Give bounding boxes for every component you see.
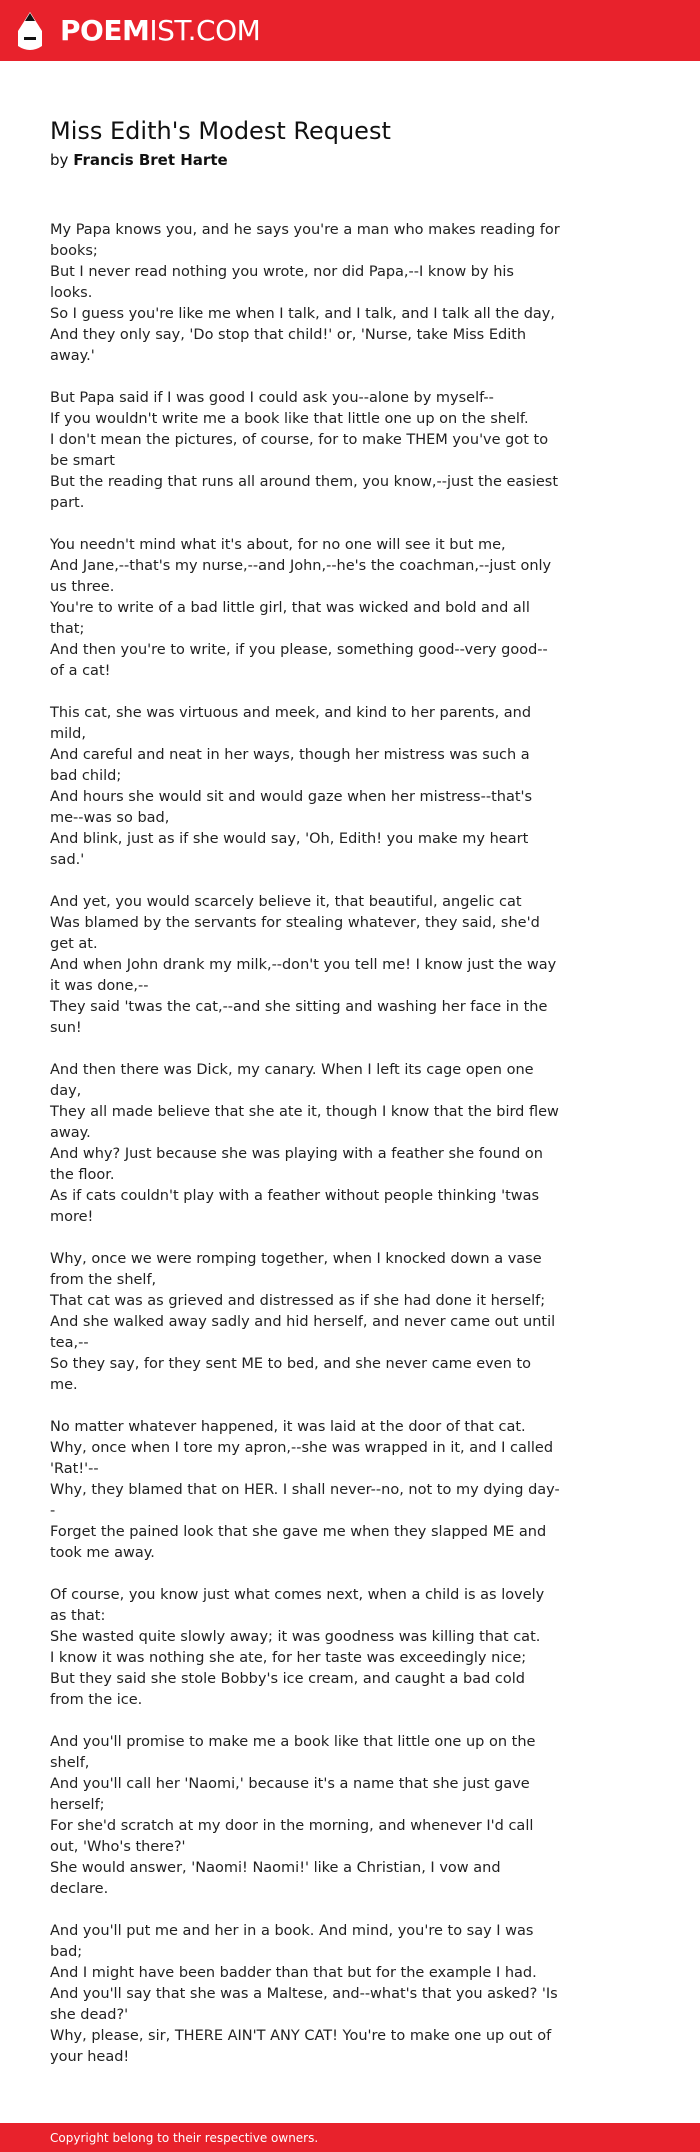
poem-line: But Papa said if I was good I could ask you--alone by myself-- (50, 390, 494, 406)
logo-wordmark (60, 11, 260, 51)
poem-line: I don't mean the pictures, of course, for to make THEM you've got to be smart (50, 432, 549, 469)
poem-stanza (50, 1249, 560, 1396)
poem-line: And hours she would sit and would gaze when her mistress--that's me--was so bad, (50, 789, 533, 826)
poem-line: And blink, just as if she would say, 'Oh, Edith! you make my heart sad.' (50, 831, 529, 868)
poem-stanza (50, 1060, 560, 1228)
poem-line: Forget the pained look that she gave me when they slapped ME and took me away. (50, 1524, 547, 1561)
site-header (0, 0, 700, 61)
poem-author[interactable]: Francis Bret Harte (73, 151, 228, 169)
poem-line: So they say, for they sent ME to bed, and she never came even to me. (50, 1356, 532, 1393)
poem-line: But I never read nothing you wrote, nor did Papa,--I know by his looks. (50, 264, 514, 301)
poem-line: And you'll put me and her in a book. And mind, you're to say I was bad; (50, 1923, 534, 1960)
poem-line: This cat, she was virtuous and meek, and kind to her parents, and mild, (50, 705, 532, 742)
site-logo[interactable] (16, 11, 260, 51)
poem-line: If you wouldn't write me a book like that little one up on the shelf. (50, 411, 529, 427)
poem-line: You're to write of a bad little girl, that was wicked and bold and all that; (50, 600, 530, 637)
poem-line: Why, once we were romping together, when I knocked down a vase from the shelf, (50, 1251, 542, 1288)
poem-line: Was blamed by the servants for stealing whatever, they said, she'd get at. (50, 915, 540, 952)
poem-line: And they only say, 'Do stop that child!' or, 'Nurse, take Miss Edith away.' (50, 327, 527, 364)
poem-line: She wasted quite slowly away; it was goodness was killing that cat. (50, 1629, 541, 1645)
poem-line: And careful and neat in her ways, though her mistress was such a bad child; (50, 747, 530, 784)
poem-line: They said 'twas the cat,--and she sitting and washing her face in the sun! (50, 999, 548, 1036)
poem-line: Why, please, sir, THERE AIN'T ANY CAT! You're to make one up out of your head! (50, 2028, 552, 2065)
poem-byline (50, 150, 650, 170)
poem-line: And you'll call her 'Naomi,' because it's a name that she just gave herself; (50, 1776, 530, 1813)
poem-line: And then you're to write, if you please, something good--very good--of a cat! (50, 642, 548, 679)
poem-stanza (50, 703, 560, 871)
poem-line: Of course, you know just what comes next, when a child is as lovely as that: (50, 1587, 545, 1624)
poem-heading (50, 116, 650, 170)
poem-stanza (50, 535, 560, 682)
poem-stanza (50, 892, 560, 1039)
poem-line: And yet, you would scarcely believe it, that beautiful, angelic cat (50, 894, 522, 910)
poem-stanza (50, 388, 560, 514)
poem-line: And why? Just because she was playing with a feather she found on the floor. (50, 1146, 543, 1183)
poem-line: And when John drank my milk,--don't you tell me! I know just the way it was done,-- (50, 957, 557, 994)
pencil-logo-icon (16, 11, 44, 51)
poem-line: My Papa knows you, and he says you're a man who makes reading for books; (50, 222, 560, 259)
poem-line: So I guess you're like me when I talk, and I talk, and I talk all the day, (50, 306, 556, 322)
poem-line: For she'd scratch at my door in the morning, and whenever I'd call out, 'Who's there?' (50, 1818, 534, 1855)
byline-prefix: by (50, 151, 69, 169)
poem-stanza (50, 1417, 560, 1564)
poem-line: And Jane,--that's my nurse,--and John,--he's the coachman,--just only us three. (50, 558, 552, 595)
logo-wordmark-light: IST.COM (149, 14, 261, 47)
poem-line: And then there was Dick, my canary. When I left its cage open one day, (50, 1062, 534, 1099)
poem-line: She would answer, 'Naomi! Naomi!' like a Christian, I vow and declare. (50, 1860, 501, 1897)
poem-line: That cat was as grieved and distressed as if she had done it herself; (50, 1293, 546, 1309)
poem-line: And you'll promise to make me a book like that little one up on the shelf, (50, 1734, 536, 1771)
poem-line: As if cats couldn't play with a feather without people thinking 'twas more! (50, 1188, 540, 1225)
poem-stanza (50, 1585, 560, 1711)
poem-line: I know it was nothing she ate, for her taste was exceedingly nice; (50, 1650, 527, 1666)
poem-line: No matter whatever happened, it was laid at the door of that cat. (50, 1419, 526, 1435)
poem-line: And she walked away sadly and hid herself, and never came out until tea,-- (50, 1314, 556, 1351)
poem-body (50, 220, 560, 2089)
poem-title: Miss Edith's Modest Request (50, 117, 391, 145)
poem-line: Why, once when I tore my apron,--she was wrapped in it, and I called 'Rat!'-- (50, 1440, 554, 1477)
site-footer (0, 2123, 700, 2152)
poem-line: But they said she stole Bobby's ice cream, and caught a bad cold from the ice. (50, 1671, 525, 1708)
poem-line: You needn't mind what it's about, for no one will see it but me, (50, 537, 506, 553)
poem-stanza (50, 220, 560, 367)
poem-stanza (50, 1921, 560, 2068)
logo-wordmark-bold: POEM (60, 14, 150, 47)
copyright-notice: Copyright belong to their respective owners. (50, 2131, 319, 2145)
poem-stanza (50, 1732, 560, 1900)
poem-line: They all made believe that she ate it, though I know that the bird flew away. (50, 1104, 559, 1141)
poem-line: And I might have been badder than that but for the example I had. (50, 1965, 537, 1981)
poem-line: But the reading that runs all around them, you know,--just the easiest part. (50, 474, 559, 511)
poem-line: Why, they blamed that on HER. I shall never--no, not to my dying day-- (50, 1482, 560, 1519)
poem-line: And you'll say that she was a Maltese, and--what's that you asked? 'Is she dead?' (50, 1986, 558, 2023)
